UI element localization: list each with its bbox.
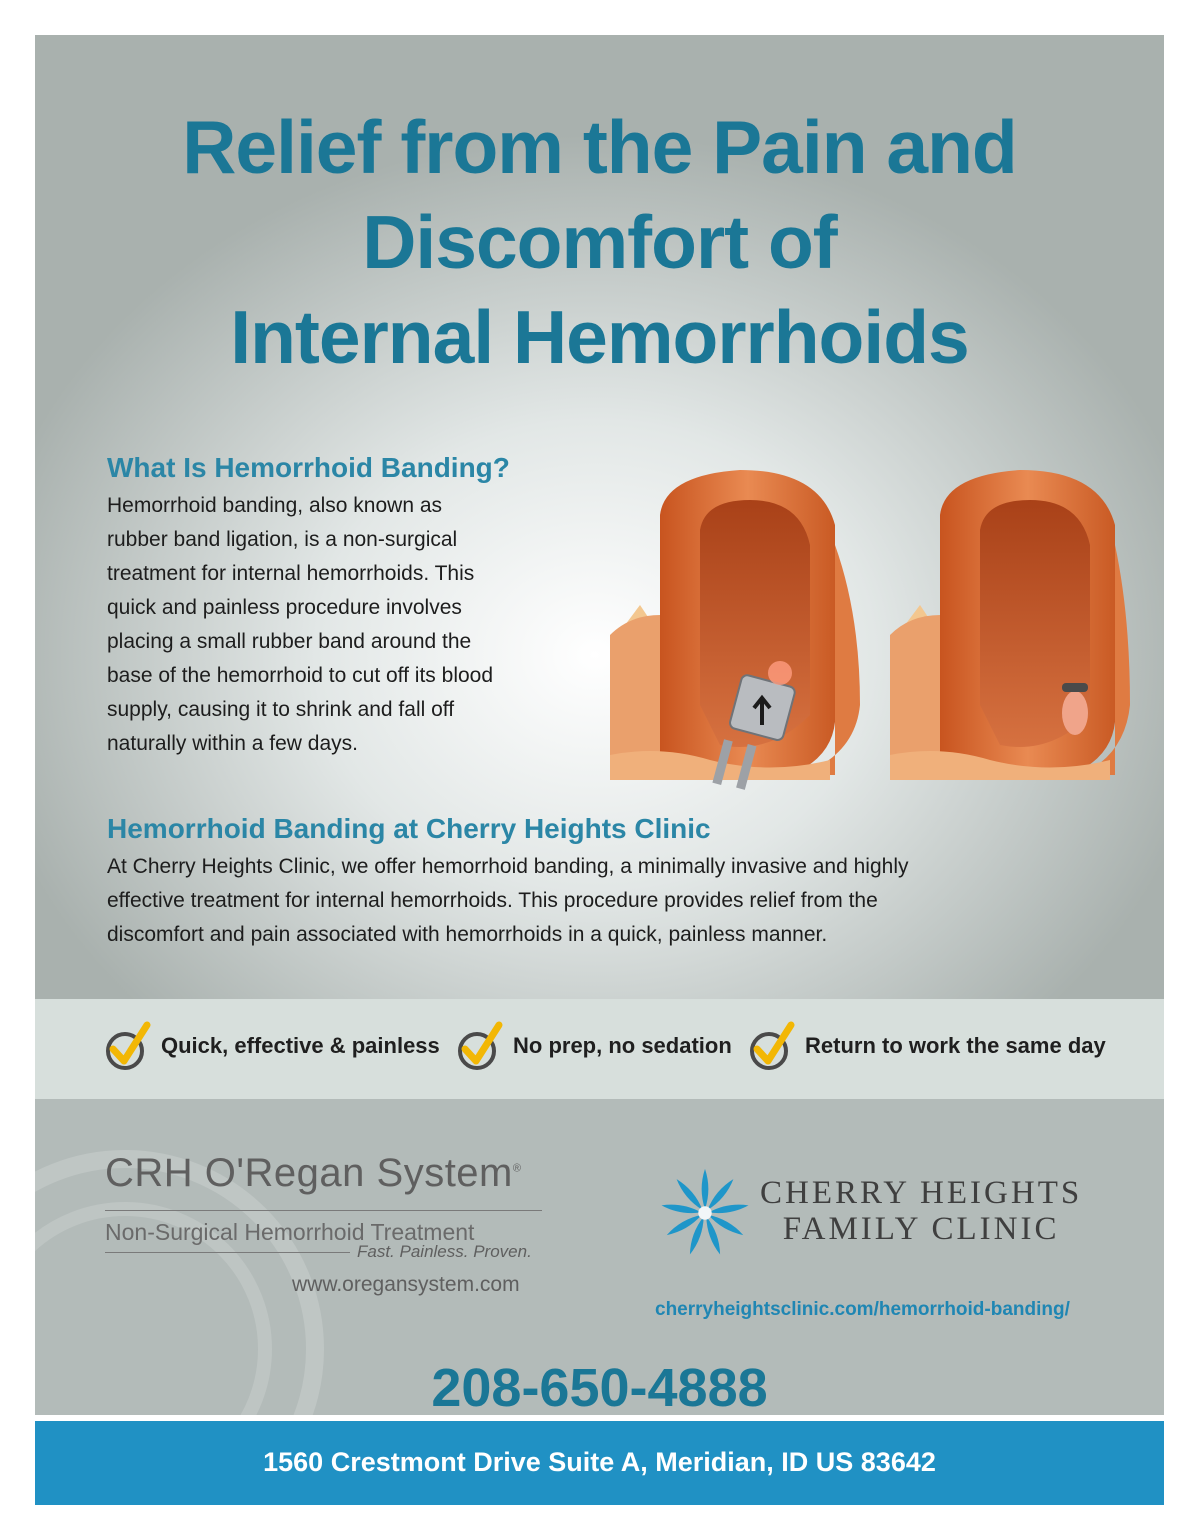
before-illustration (610, 470, 860, 790)
benefits-bar (35, 999, 1164, 1099)
section1-line: base of the hemorrhoid to cut off its blood (107, 664, 494, 687)
after-illustration (890, 470, 1130, 780)
section2-line: discomfort and pain associated with hemorrhoids in a quick, painless manner. (107, 923, 828, 946)
benefit-item (105, 1019, 440, 1073)
title-line-1: Relief from the Pain and (182, 105, 1017, 189)
benefit-label: No prep, no sedation (513, 1033, 732, 1058)
section2-line: At Cherry Heights Clinic, we offer hemorrhoid banding, a minimally invasive and highly (107, 855, 909, 878)
clinic-name-line-2: FAMILY CLINIC (782, 1211, 1060, 1247)
crh-divider (105, 1210, 542, 1211)
flower-logo-icon (657, 1165, 753, 1261)
section1-line: Hemorrhoid banding, also known as (107, 494, 443, 517)
section2-body (107, 850, 1097, 952)
section1-line: treatment for internal hemorrhoids. This (107, 562, 475, 585)
benefit-item (749, 1019, 1106, 1073)
section1-line: rubber band ligation, is a non-surgical (107, 528, 458, 551)
clinic-url-link[interactable]: cherryheightsclinic.com/hemorrhoid-banding/ (655, 1299, 1070, 1320)
section1-heading: What Is Hemorrhoid Banding? (107, 452, 510, 483)
benefit-item (457, 1019, 732, 1073)
page-title (35, 100, 1164, 385)
address-bar (35, 1415, 1164, 1505)
check-icon (457, 1019, 505, 1073)
section1-line: naturally within a few days. (107, 732, 358, 755)
section1-body (107, 489, 577, 761)
banding-illustration (570, 455, 1130, 815)
clinic-name (760, 1175, 1082, 1247)
clinic-name-line-1: CHERRY HEIGHTS (760, 1175, 1083, 1211)
section1-line: placing a small rubber band around the (107, 630, 472, 653)
section1-line: supply, causing it to shrink and fall off (107, 698, 455, 721)
crh-divider (105, 1252, 350, 1253)
registered-mark: ® (512, 1162, 522, 1175)
crh-subtitle: Non-Surgical Hemorrhoid Treatment (105, 1219, 475, 1245)
section1-line: quick and painless procedure involves (107, 596, 462, 619)
phone-number[interactable]: 208-650-4888 (431, 1358, 768, 1415)
check-icon (749, 1019, 797, 1073)
crh-tagline: Fast. Painless. Proven. (357, 1242, 532, 1261)
benefit-label: Return to work the same day (805, 1033, 1106, 1058)
section2-line: effective treatment for internal hemorrhoids. This procedure provides relief from the (107, 889, 878, 912)
benefit-label: Quick, effective & painless (161, 1033, 440, 1058)
crh-url-link[interactable]: www.oregansystem.com (292, 1273, 520, 1296)
address-text: 1560 Crestmont Drive Suite A, Meridian, ID US 83642 (263, 1447, 936, 1477)
crh-logo-title (105, 1151, 521, 1196)
crh-title-text: CRH O'Regan System (105, 1151, 513, 1195)
check-icon (105, 1019, 153, 1073)
flyer (35, 35, 1164, 1505)
contact-section (35, 1099, 1164, 1415)
section2-heading: Hemorrhoid Banding at Cherry Heights Clinic (107, 813, 711, 844)
title-line-3: Internal Hemorrhoids (230, 295, 969, 379)
title-line-2: Discomfort of (362, 200, 837, 284)
